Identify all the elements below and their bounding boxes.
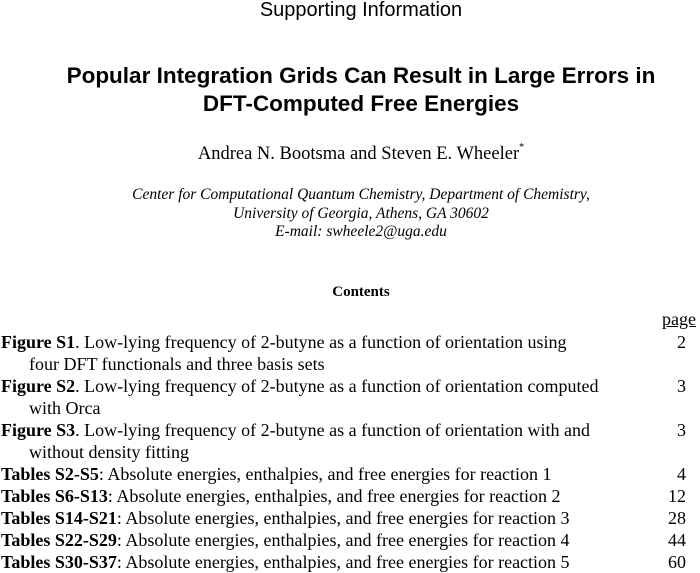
toc-entry-page: 3 bbox=[677, 376, 686, 396]
affiliation-email: E-mail: swheele2@uga.edu bbox=[275, 223, 447, 240]
paper-title-line-1: Popular Integration Grids Can Result in Large Errors in bbox=[66, 63, 656, 88]
table-of-contents bbox=[1, 331, 700, 573]
toc-entry-tables-s14-s21 bbox=[1, 507, 700, 529]
toc-entry-line-2: without density fitting bbox=[29, 442, 189, 462]
toc-entry-figure-s1 bbox=[1, 331, 700, 375]
toc-entry-text bbox=[1, 375, 641, 419]
toc-entry-text bbox=[1, 529, 641, 551]
toc-entry-page: 60 bbox=[668, 552, 686, 572]
toc-entry-line-1 bbox=[1, 331, 641, 353]
toc-entry-description: : Absolute energies, enthalpies, and free energies for reaction 2 bbox=[107, 486, 561, 506]
toc-entry-description: : Absolute energies, enthalpies, and free energies for reaction 3 bbox=[116, 508, 570, 528]
toc-entry-line-1 bbox=[1, 375, 641, 397]
contents-heading: Contents bbox=[332, 284, 390, 300]
affiliation bbox=[0, 186, 700, 242]
toc-entry-line-2: four DFT functionals and three basis sets bbox=[29, 354, 325, 374]
toc-entry-page: 44 bbox=[668, 530, 686, 550]
toc-entry-text bbox=[1, 507, 641, 529]
toc-entry-text bbox=[1, 331, 641, 375]
toc-entry-page: 28 bbox=[668, 508, 686, 528]
toc-entry-line-2: with Orca bbox=[29, 398, 101, 418]
toc-entry-description: : Absolute energies, enthalpies, and free energies for reaction 1 bbox=[98, 464, 552, 484]
toc-entry-page: 12 bbox=[668, 486, 686, 506]
toc-entry-text bbox=[1, 463, 641, 485]
toc-entry-tables-s22-s29 bbox=[1, 529, 700, 551]
toc-entry-figure-s2 bbox=[1, 375, 700, 419]
toc-entry-page: 2 bbox=[677, 332, 686, 352]
toc-entry-page: 3 bbox=[677, 420, 686, 440]
paper-title-line-2: DFT-Computed Free Energies bbox=[202, 91, 520, 116]
page-column-label: page bbox=[662, 309, 696, 329]
toc-entry-label: Tables S22-S29 bbox=[1, 530, 117, 550]
toc-entry-label: Figure S3 bbox=[1, 420, 76, 440]
toc-entry-label: Figure S1 bbox=[1, 332, 76, 352]
corresponding-author-mark: * bbox=[519, 142, 525, 153]
toc-entry-description: . Low-lying frequency of 2-butyne as a function of orientation computed bbox=[75, 376, 599, 396]
paper-title bbox=[0, 62, 700, 118]
toc-entry-description: : Absolute energies, enthalpies, and free energies for reaction 4 bbox=[116, 530, 570, 550]
toc-entry-description: . Low-lying frequency of 2-butyne as a function of orientation with and bbox=[75, 420, 591, 440]
toc-entry-tables-s6-s13 bbox=[1, 485, 700, 507]
toc-entry-description: . Low-lying frequency of 2-butyne as a function of orientation using bbox=[75, 332, 567, 352]
affiliation-line-2: University of Georgia, Athens, GA 30602 bbox=[233, 204, 489, 222]
toc-entry-text bbox=[1, 485, 641, 507]
toc-entry-tables-s2-s5 bbox=[1, 463, 700, 485]
toc-entry-line-1 bbox=[1, 507, 641, 529]
toc-entry-line-1 bbox=[1, 529, 641, 551]
toc-entry-page: 4 bbox=[677, 464, 686, 484]
supporting-information-heading: Supporting Information bbox=[259, 0, 463, 21]
author-names: Andrea N. Bootsma and Steven E. Wheeler bbox=[197, 144, 520, 164]
toc-entry-label: Tables S30-S37 bbox=[1, 552, 117, 572]
toc-entry-line-1 bbox=[1, 485, 641, 507]
toc-entry-line-1 bbox=[1, 419, 641, 441]
toc-entry-line-1 bbox=[1, 463, 641, 485]
toc-entry-label: Tables S14-S21 bbox=[1, 508, 117, 528]
toc-entry-label: Tables S2-S5 bbox=[1, 464, 99, 484]
toc-entry-text bbox=[1, 419, 641, 463]
affiliation-line-1: Center for Computational Quantum Chemistry, Department of Chemistry, bbox=[132, 186, 590, 203]
toc-entry-description: : Absolute energies, enthalpies, and free energies for reaction 5 bbox=[116, 552, 570, 572]
toc-entry-figure-s3 bbox=[1, 419, 700, 463]
toc-entry-label: Tables S6-S13 bbox=[1, 486, 108, 506]
author-list bbox=[0, 142, 700, 166]
toc-entry-label: Figure S2 bbox=[1, 376, 76, 396]
